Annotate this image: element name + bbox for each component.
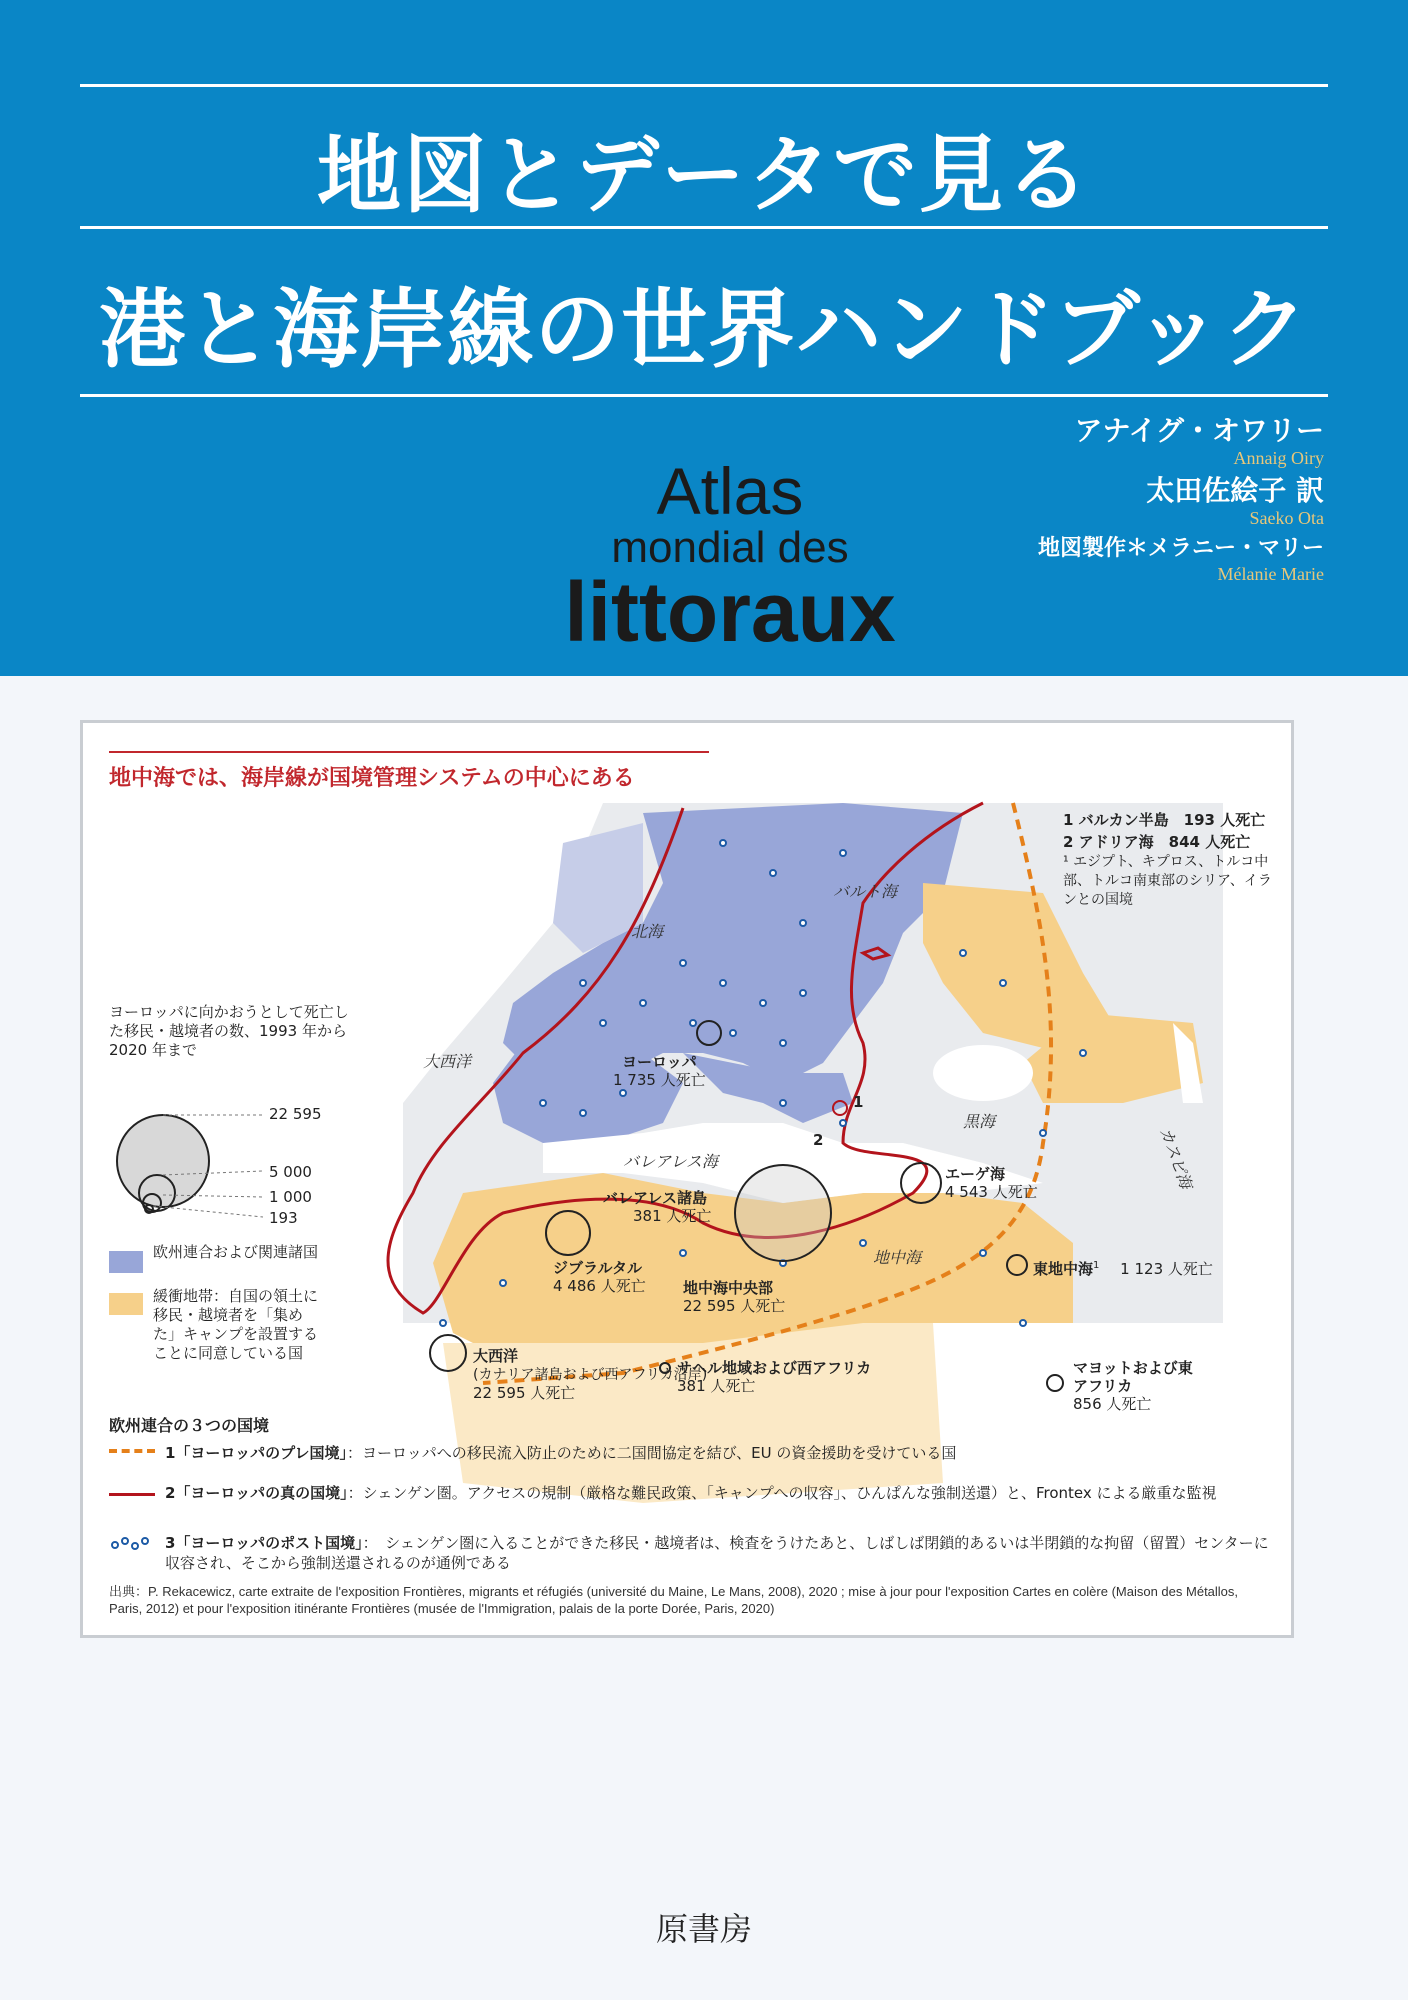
legend-buffer-swatch: [109, 1293, 143, 1315]
label-balearic-deaths: 381 人死亡: [633, 1207, 712, 1225]
label-sahel: [677, 1359, 871, 1395]
legend-eu-label: 欧州連合および関連諸国: [153, 1243, 319, 1261]
author-name-en: Annaig Oiry: [1233, 448, 1324, 468]
detention-dot: [600, 1020, 606, 1026]
detention-dot: [1020, 1320, 1026, 1326]
label-balearic-sea: バレアレス海: [623, 1152, 718, 1171]
label-sahel-name: サヘル地域および西アフリカ: [677, 1359, 872, 1377]
map-title: 地中海では、海岸線が国境管理システムの中心にある: [109, 766, 635, 791]
label-gibraltar: [553, 1259, 646, 1295]
translator-name-en: Saeko Ota: [1249, 508, 1324, 528]
header-rule-bottom: [80, 394, 1328, 397]
circle-central-med: [735, 1165, 831, 1261]
detention-dot: [800, 990, 806, 996]
detention-dot: [980, 1250, 986, 1256]
detention-dot: [860, 1240, 866, 1246]
detention-dot: [680, 960, 686, 966]
route-notes: [1063, 809, 1283, 910]
label-aegean: [945, 1165, 1038, 1201]
label-balearic-name: バレアレス諸島: [603, 1189, 707, 1207]
label-central-med-deaths: 22 595 人死亡: [683, 1297, 786, 1315]
size-legend-v1: 22 595: [269, 1105, 322, 1123]
label-europe-deaths: 1 735 人死亡: [613, 1071, 706, 1089]
detention-dot: [690, 1020, 696, 1026]
size-legend-v3: 1 000: [269, 1188, 312, 1206]
detention-dot: [620, 1090, 626, 1096]
original-title-line1: Atlas: [656, 454, 804, 528]
size-legend-v4: 193: [269, 1209, 298, 1227]
author-name-jp: アナイグ・オワリー: [1074, 414, 1324, 447]
label-central-med-name: 地中海中央部: [683, 1279, 774, 1297]
detention-dot: [1040, 1130, 1046, 1136]
label-atlantic-route: [473, 1347, 707, 1402]
cover-title-line2: 港と海岸線の世界ハンドブック: [99, 280, 1309, 380]
detention-dot: [840, 1120, 846, 1126]
post-border-text: ： シェンゲン圏に入ることができた移民・越境者は、検査をうけたあと、しばしば閉鎖的あるいは半閉鎖的な拘留（留置）センターに収容され、そこから強制送還されるのが通例である: [165, 1534, 1269, 1572]
marker-1: 1: [853, 1093, 864, 1111]
detention-dot: [540, 1100, 546, 1106]
borders-legend-title: 欧州連合の３つの国境: [109, 1416, 270, 1435]
label-mayotte: [1073, 1359, 1203, 1413]
detention-dot: [640, 1000, 646, 1006]
detention-dot: [440, 1320, 446, 1326]
legend-buffer-label: 緩衝地帯：自国の領土に移民・越境者を「集めた」キャンプを設置することに同意している国: [153, 1287, 319, 1362]
original-title-line3: littoraux: [564, 565, 896, 659]
detention-dot: [720, 980, 726, 986]
publisher-name: 原書房: [655, 1910, 752, 1948]
label-mayotte-name: マヨットおよび東アフリカ: [1073, 1359, 1193, 1395]
label-east-med-deaths: 1 123 人死亡: [1120, 1260, 1213, 1278]
true-border-head: 2「ヨーロッパの真の国境」: [165, 1484, 348, 1502]
label-black-sea: 黒海: [963, 1112, 996, 1131]
cover-title-line1: 地図とデータで見る: [316, 126, 1091, 224]
legend-eu-swatch: [109, 1251, 143, 1273]
legend-circle-22595: [117, 1115, 209, 1207]
label-east-med: [1033, 1257, 1213, 1278]
cartographer-name-en: Mélanie Marie: [1217, 564, 1324, 584]
label-caspian-sea: カスピ海: [1156, 1124, 1196, 1192]
label-gibraltar-name: ジブラルタル: [553, 1259, 642, 1277]
note-footnote: ¹ エジプト、キプロス、トルコ中部、トルコ南東部のシリア、イランとの国境: [1063, 854, 1272, 908]
detention-dot: [580, 1110, 586, 1116]
post-border-symbol: [109, 1535, 155, 1551]
note-adriatic: 2 アドリア海 844 人死亡: [1063, 833, 1251, 851]
credits-block: [1038, 414, 1324, 590]
label-aegean-deaths: 4 543 人死亡: [945, 1183, 1038, 1201]
true-border-symbol: [109, 1493, 155, 1496]
label-europe: [613, 1053, 706, 1089]
cover-header: [0, 0, 1408, 676]
label-atlantic-ocean: 大西洋: [423, 1052, 472, 1071]
original-title: [520, 454, 940, 659]
circle-mayotte: [1047, 1375, 1063, 1391]
detention-dot: [730, 1030, 736, 1036]
pre-border-head: 1「ヨーロッパのプレ国境」: [165, 1444, 348, 1462]
detention-dot: [500, 1280, 506, 1286]
label-aegean-name: エーゲ海: [945, 1165, 1006, 1183]
pre-border-text: ：ヨーロッパへの移民流入防止のために二国間協定を結び、EU の資金援助を受けている国: [347, 1444, 957, 1462]
map-source: 出典：P. Rekacewicz, carte extraite de l'exposition Frontières, migrants et réfugiés (université du Maine, Le Mans, 2008), 2020 ; mise à jour pour l'exposition Cartes en colère (Maison des Métallos, Paris, 2012) et pour l'exposition itinérante Frontières (musée de l'Immigration, palais de la porte Dorée, Paris, 2020): [109, 1584, 1239, 1616]
label-atlantic-sub: (カナリア諸島および西アフリカ沿岸): [473, 1367, 708, 1383]
pre-border-symbol: [109, 1449, 155, 1453]
note-balkans: 1 バルカン半島 193 人死亡: [1063, 811, 1266, 829]
detention-dot: [800, 920, 806, 926]
detention-dot: [780, 1100, 786, 1106]
label-north-sea: 北海: [631, 922, 664, 941]
detention-dot: [770, 870, 776, 876]
true-border-text: ：シェンゲン圏。アクセスの規制（厳格な難民政策、「キャンプへの収容」、ひんぱんな強制送還）と、Frontex による厳重な監視: [347, 1484, 1217, 1502]
marker-2: 2: [813, 1131, 824, 1149]
header-rule-middle: [80, 226, 1328, 229]
label-atlantic-deaths: 22 595 人死亡: [473, 1384, 576, 1402]
label-europe-name: ヨーロッパ: [622, 1053, 697, 1071]
header-rule-top: [80, 84, 1328, 87]
original-title-line2: mondial des: [611, 523, 849, 572]
size-legend-v2: 5 000: [269, 1163, 312, 1181]
detention-dot: [780, 1040, 786, 1046]
map-panel: [80, 720, 1294, 1638]
label-mayotte-deaths: 856 人死亡: [1073, 1395, 1152, 1413]
detention-dot: [680, 1250, 686, 1256]
size-legend-caption: ヨーロッパに向かおうとして死亡した移民・越境者の数、1993 年から 2020 年まで: [109, 1003, 349, 1059]
detention-dot: [760, 1000, 766, 1006]
label-east-med-sup: 1: [1093, 1260, 1100, 1271]
detention-dot: [960, 950, 966, 956]
post-border-head: 3「ヨーロッパのポスト国境」: [165, 1534, 363, 1552]
detention-dot: [580, 980, 586, 986]
black-sea-shape: [933, 1045, 1033, 1101]
detention-dot: [840, 850, 846, 856]
detention-dot: [720, 840, 726, 846]
size-legend-circles: [117, 1115, 209, 1213]
label-central-med: [683, 1279, 785, 1315]
label-sahel-deaths: 381 人死亡: [677, 1377, 756, 1395]
detention-dot: [1000, 980, 1006, 986]
detention-dot: [1080, 1050, 1086, 1056]
label-mediterranean: 地中海: [873, 1248, 922, 1267]
translator-name-jp: 太田佐絵子 訳: [1146, 474, 1324, 507]
label-baltic-sea: バルト海: [833, 882, 898, 901]
label-balearic: [603, 1189, 711, 1225]
label-east-med-name: 東地中海: [1033, 1260, 1094, 1278]
cartographer-name-jp: 地図製作＊メラニー・マリー: [1037, 536, 1324, 561]
label-gibraltar-deaths: 4 486 人死亡: [553, 1277, 646, 1295]
label-atlantic-name: 大西洋: [473, 1347, 519, 1365]
